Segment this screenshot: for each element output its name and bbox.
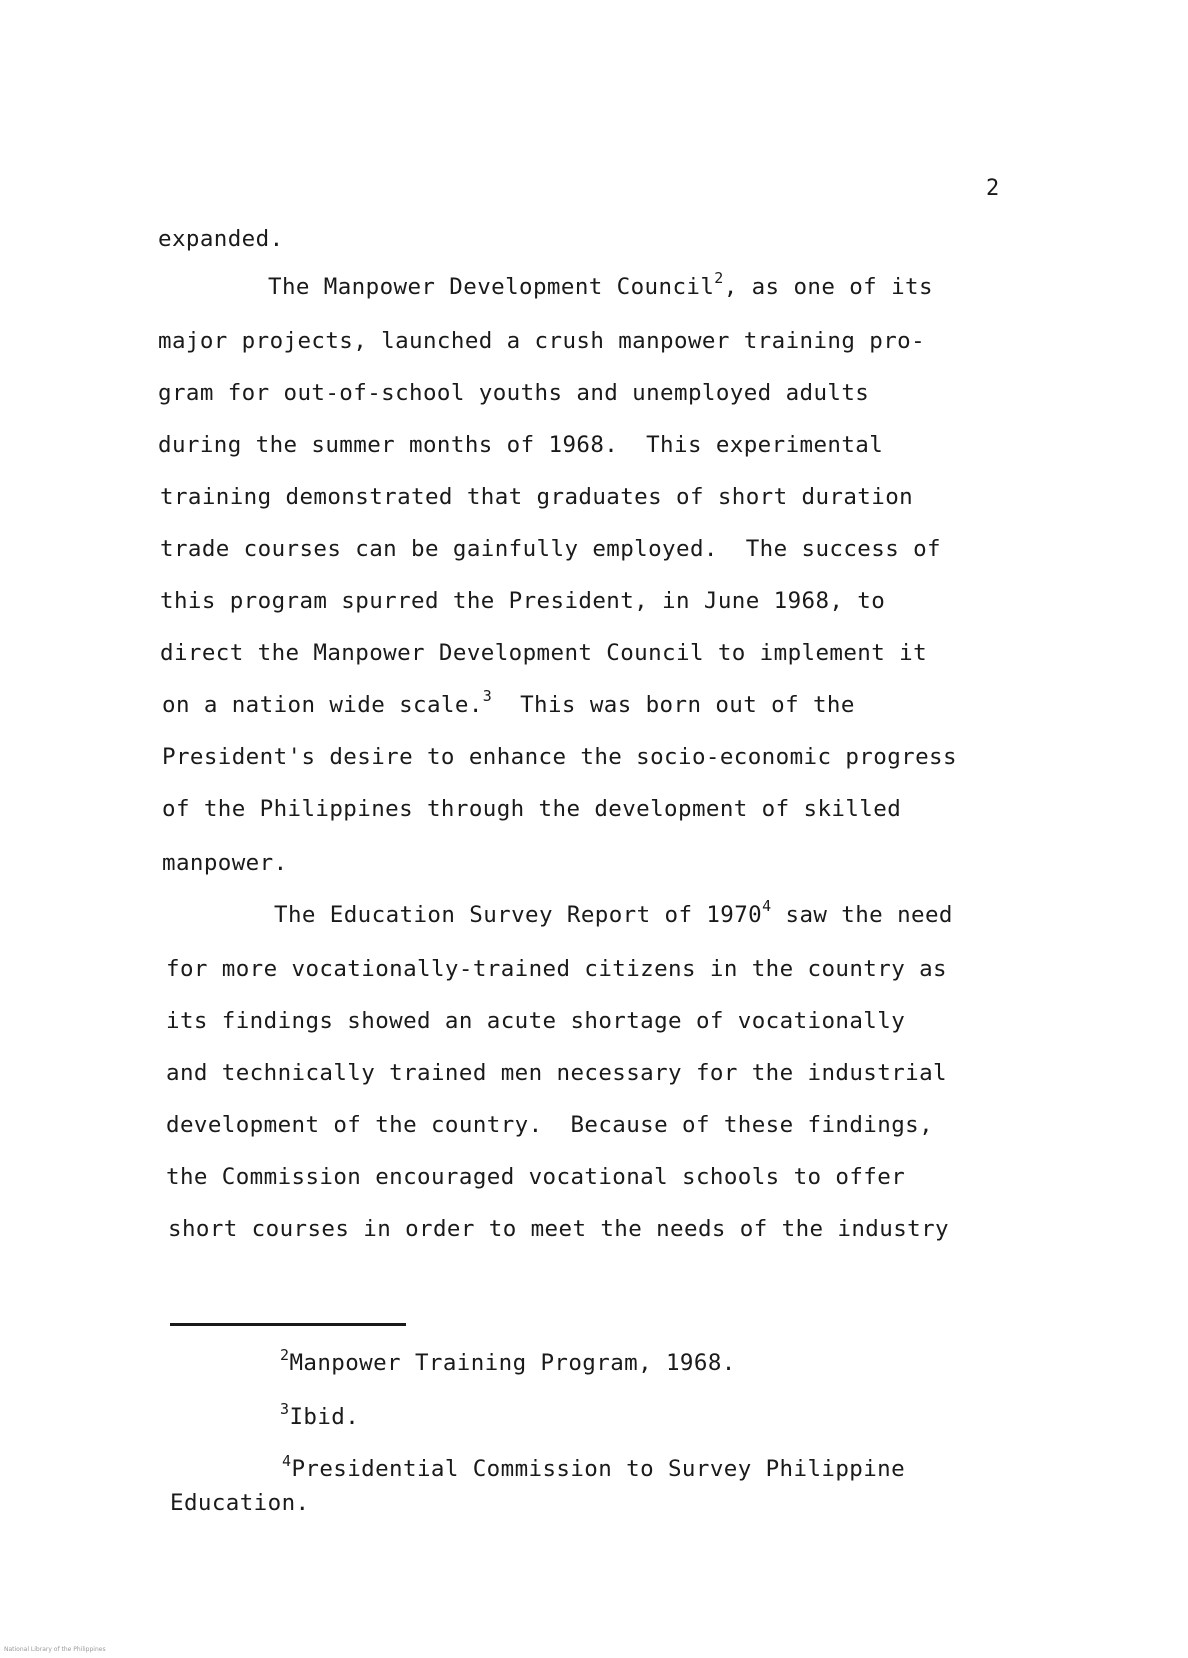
footnote-separator [170,1323,406,1326]
body-line: expanded. [158,226,284,252]
body-line [268,269,933,300]
body-line [274,897,953,928]
body-text: This was born out of the [492,692,855,718]
footnote-marker: 4 [282,1452,292,1470]
body-line: its findings showed an acute shortage of vocationally [166,1008,906,1034]
footnote-marker: 3 [280,1400,290,1418]
body-text: on a nation wide scale. [162,692,483,718]
footnote-continuation: Education. [170,1490,310,1516]
footnote-ref: 4 [762,897,772,915]
footnote [282,1452,906,1482]
body-line: trade courses can be gainfully employed. The success of [160,536,941,562]
body-line: and technically trained men necessary for the industrial [166,1060,947,1086]
body-line: major projects, launched a crush manpower training pro- [158,328,926,354]
body-line: of the Philippines through the development of skilled [162,796,902,822]
body-text: , as one of its [723,274,933,300]
body-line: the Commission encouraged vocational schools to offer [166,1164,906,1190]
page-number: 2 [986,176,1000,201]
body-line: training demonstrated that graduates of short duration [160,484,914,510]
body-line [162,687,855,718]
body-line: gram for out-of-school youths and unemployed adults [158,380,870,406]
body-line: during the summer months of 1968. This experimental [158,432,884,458]
body-text: The Education Survey Report of 1970 [274,902,763,928]
body-line: for more vocationally-trained citizens in the country as [166,956,947,982]
body-line: manpower. [162,850,288,876]
body-line: this program spurred the President, in June 1968, to [160,588,886,614]
footnote-marker: 2 [280,1346,290,1364]
body-line: development of the country. Because of these findings, [166,1112,934,1138]
body-text: saw the need [771,902,953,928]
body-line: President's desire to enhance the socio-economic progress [162,744,957,770]
footnote [280,1400,360,1430]
footnote-text: Presidential Commission to Survey Philippine [291,1456,906,1482]
footnote-text: Manpower Training Program, 1968. [289,1350,736,1376]
body-text: The Manpower Development Council [268,274,715,300]
footnote-text: Ibid. [289,1404,360,1430]
body-line: direct the Manpower Development Council to implement it [160,640,928,666]
footnote [280,1346,736,1376]
body-line: short courses in order to meet the needs of the industry [168,1216,949,1242]
archive-watermark: National Library of the Philippines [4,1646,106,1653]
footnote-ref: 3 [482,687,493,705]
footnote-ref: 2 [714,269,724,287]
